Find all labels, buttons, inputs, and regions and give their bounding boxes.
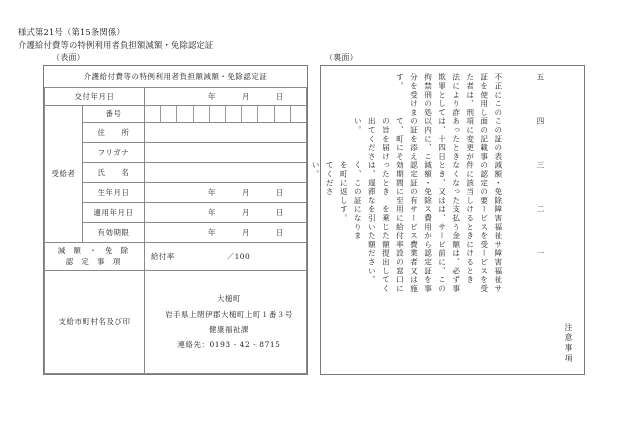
number-box[interactable] [242,106,258,122]
notice-title: 注意事項 [564,323,573,365]
field-label-application-date: 適用年月日 [83,202,145,222]
municipality-details [145,270,307,374]
benefit-rate-cell[interactable] [145,242,307,270]
exemption-label-line1: 減 額 ・ 免 除 [57,245,132,255]
number-box[interactable] [226,106,242,122]
form-title: 介護給付費等の特例利用者負担額減額・免除認定証 [18,39,214,50]
issue-date-label: 交付年月日 [45,87,145,105]
notice-item-3 [294,161,575,205]
recipient-address-value[interactable] [145,122,307,142]
number-box[interactable] [258,106,274,122]
field-label-birthdate: 生年月日 [83,182,145,202]
notice-item-3-marker: 三 [535,161,545,170]
recipient-furigana-value[interactable] [145,142,307,162]
number-box[interactable] [161,106,177,122]
certificate-back-panel [311,65,585,375]
number-box[interactable] [145,106,161,122]
notice-item-2-marker: 二 [535,205,545,214]
month-unit: 月 [242,227,250,237]
recipient-label: 受給者 [45,105,83,242]
number-box[interactable] [177,106,193,122]
notice-item-4-text: この証の表面の記載事項に変更があったときは、十四日以内に、この証を添えて、町にその旨を届け出てください。 [353,117,503,161]
month-unit: 月 [242,207,250,217]
expiry-date-value[interactable] [145,222,307,242]
number-box[interactable] [291,106,306,122]
certificate-title: 介護給付費等の特例利用者負担額減額・免除認定証 [45,66,307,87]
issue-date-value [145,87,307,105]
certificate-front-panel [43,65,308,375]
notice-item-2 [322,205,575,249]
application-date-value[interactable] [145,202,307,222]
municipality-address: 岩手県上閉伊郡大槌町上町１番３号 [165,309,293,319]
day-unit: 日 [276,187,284,197]
field-label-address: 住 所 [83,122,145,142]
notice-text-area [311,73,575,367]
notice-item-1-marker: 一 [535,249,545,258]
form-number: 様式第21号（第15条関係） [18,27,125,37]
notice-item-5-marker: 五 [535,73,545,82]
notice-item-5 [378,73,575,117]
number-box[interactable] [194,106,210,122]
month-unit: 月 [242,187,250,197]
benefit-rate-value: ／100 [226,251,251,261]
field-label-number: 番号 [83,105,145,122]
field-label-name: 氏 名 [83,162,145,182]
day-unit: 日 [276,227,284,237]
notice-item-1 [350,249,575,293]
recipient-birthdate-value[interactable] [145,182,307,202]
year-unit: 年 [208,187,216,197]
back-side-label: （裏面） [325,53,358,62]
benefit-rate-label: 給付率 [151,251,175,261]
notice-item-3-text: 減額・免除の認定の要件に該当しなくなったとき、又は減額・免除認定証の有効期間に至ったときは、遅滞なく、この証を町に返してください。 [311,161,503,205]
notice-item-4-marker: 四 [535,117,545,126]
day-unit: 日 [276,207,284,217]
municipality-name: 大槌町 [217,294,241,304]
year-unit: 年 [208,207,216,217]
month-unit: 月 [242,91,250,101]
notice-item-4 [336,117,575,161]
number-box[interactable] [210,106,226,122]
recipient-number-boxes[interactable] [145,105,307,122]
certificate-table [44,66,307,374]
recipient-name-value[interactable] [145,162,307,182]
field-label-furigana: フリガナ [83,142,145,162]
year-unit: 年 [208,227,216,237]
municipality-label: 支給市町村名及び印 [45,270,145,374]
front-side-label: （表面） [52,53,85,62]
exemption-section-label [45,242,145,270]
field-label-expiry: 有効期限 [83,222,145,242]
municipality-contact: 連絡先：0193 - 42 - 8715 [177,339,281,349]
exemption-label-line2: 認 定 事 項 [65,257,124,266]
notice-item-2-text: 障害福祉サービスを受けるときに支払う金額は、サービス費用からサービス費用に給付率を乗じた額を引いた額になります。 [339,205,503,249]
municipality-department: 健康福祉課 [209,324,249,334]
number-box[interactable] [275,106,291,122]
document-header [18,26,213,52]
year-unit: 年 [208,91,216,101]
day-unit: 日 [276,91,284,101]
notice-item-5-text: 不正にこの証を使用した者は、刑法により詐欺罪として拘禁刑の処分を受けます。 [395,73,503,117]
notice-item-1-text: 障害福祉サービスを受けるときは、必ず事前に、この認定証を事業者又は施設の窓口に提出してください。 [367,249,503,293]
